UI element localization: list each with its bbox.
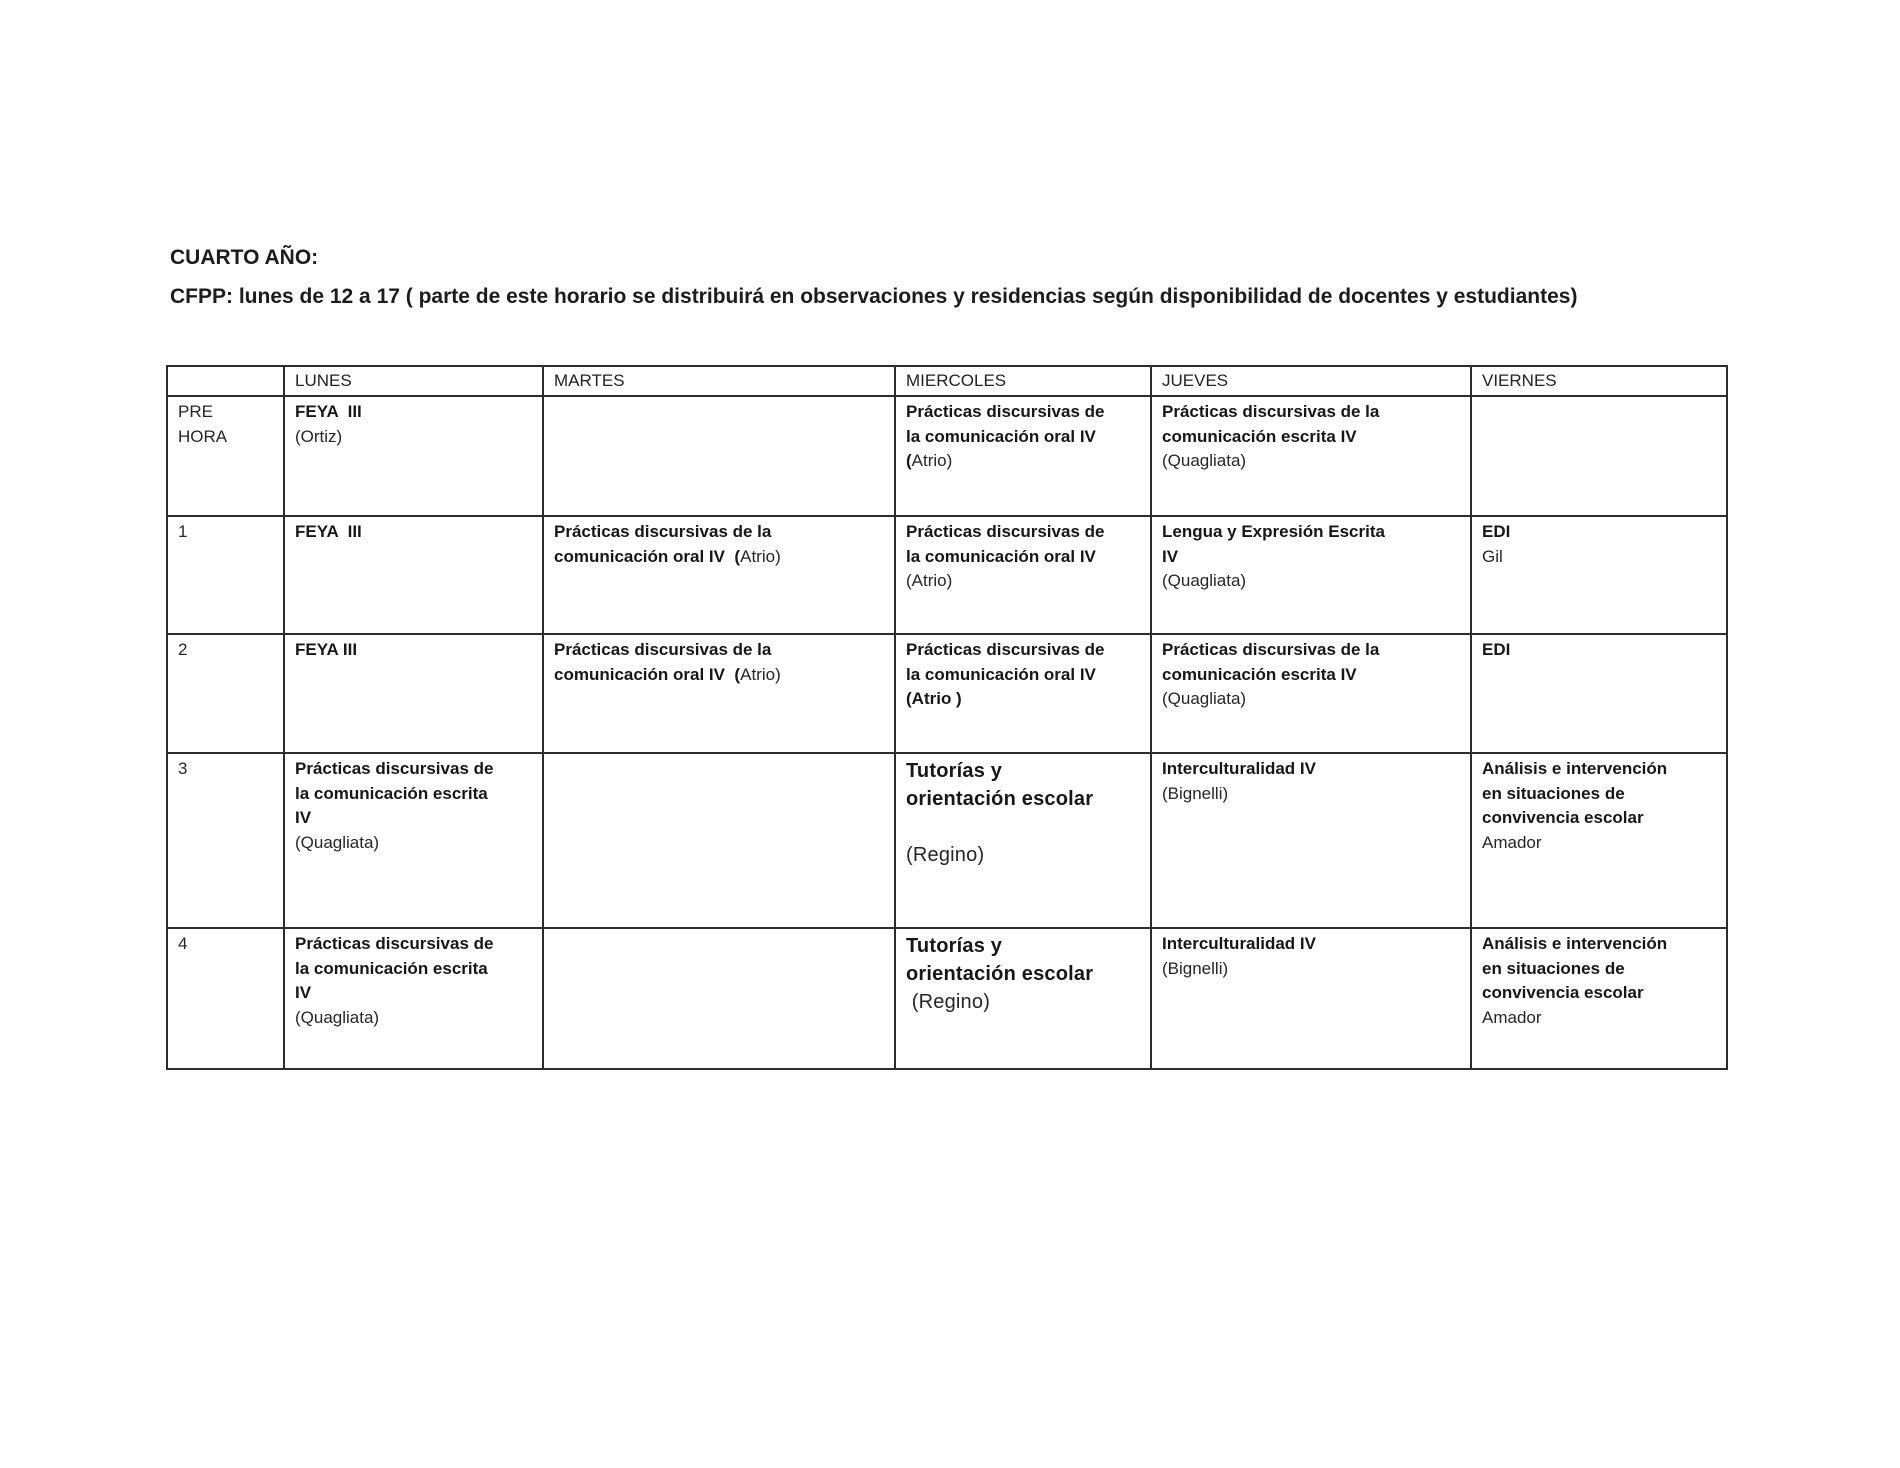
cell-line (906, 687, 1142, 712)
instructor-text: Amador (1482, 832, 1542, 852)
course-name-text: IV (1162, 546, 1179, 566)
schedule-row-2 (167, 634, 1727, 753)
instructor-text: (Quagliata) (295, 1007, 380, 1027)
course-name-text: orientación escolar (906, 788, 1094, 810)
cell-line (295, 757, 534, 782)
cell-line (295, 520, 534, 545)
course-name-text: FEYA III (295, 522, 362, 541)
schedule-cell-martes (543, 928, 895, 1069)
cell-line (1162, 663, 1462, 688)
instructor-text: (Bignelli) (1162, 783, 1229, 803)
cell-line (1162, 757, 1462, 782)
schedule-cell-viernes (1471, 516, 1727, 634)
schedule-cell-martes (543, 516, 895, 634)
course-name-text: EDI (1482, 522, 1511, 541)
schedule-row-pre-hora (167, 396, 1727, 516)
course-name-text: comunicación escrita IV (1162, 426, 1357, 446)
cell-line (906, 638, 1142, 663)
course-name-text: convivencia escolar (1482, 983, 1644, 1002)
cell-line (906, 932, 1142, 960)
cell-line (1482, 932, 1718, 957)
schedule-row-3 (167, 753, 1727, 928)
hour-label (167, 753, 284, 928)
schedule-cell-viernes (1471, 928, 1727, 1069)
cell-line (906, 841, 1142, 869)
schedule-cell-miercoles (895, 634, 1151, 753)
cell-line (1162, 449, 1462, 474)
schedule-cell-jueves (1151, 516, 1471, 634)
hour-line: HORA (178, 426, 228, 446)
column-header-miercoles: MIERCOLES (895, 366, 1151, 396)
hour-line: 3 (178, 759, 188, 778)
schedule-cell-lunes (284, 396, 543, 516)
schedule-cell-martes (543, 753, 895, 928)
schedule-cell-miercoles (895, 396, 1151, 516)
schedule-row-4 (167, 928, 1727, 1069)
instructor-text: (Quagliata) (1162, 689, 1247, 708)
instructor-text: Atrio) (740, 546, 781, 566)
course-name-text: Análisis e intervención (1482, 934, 1668, 953)
course-name-text: Análisis e intervención (1482, 759, 1668, 778)
course-name-text: Prácticas discursivas de la (1162, 402, 1380, 421)
cell-line (295, 425, 534, 450)
cell-line (554, 545, 886, 570)
instructor-text: (Quagliata) (1162, 451, 1247, 470)
hour-line: 4 (178, 934, 188, 953)
cell-line (906, 569, 1142, 594)
page-title: CUARTO AÑO: (170, 246, 319, 269)
cell-line (1482, 981, 1718, 1006)
schedule-cell-jueves (1151, 396, 1471, 516)
cell-line (1482, 806, 1718, 831)
course-name-text: la comunicación escrita (295, 958, 488, 978)
cell-line (906, 449, 1142, 474)
hour-label (167, 928, 284, 1069)
cell-line (1162, 569, 1462, 594)
course-name-text: la comunicación oral IV (906, 426, 1096, 446)
cell-line (1482, 520, 1718, 545)
hour-label (167, 516, 284, 634)
instructor-text (906, 816, 912, 838)
course-name-text: Interculturalidad IV (1162, 934, 1316, 953)
cell-line (906, 960, 1142, 988)
course-name-text: comunicación escrita IV (1162, 664, 1357, 684)
schedule-cell-lunes (284, 928, 543, 1069)
course-name-text: Interculturalidad IV (1162, 759, 1316, 778)
course-name-text: Lengua y Expresión Escrita (1162, 522, 1385, 541)
course-name-text: Prácticas discursivas de (906, 522, 1105, 541)
course-name-text: IV (295, 983, 312, 1002)
schedule-cell-lunes (284, 634, 543, 753)
course-name-text: Prácticas discursivas de (906, 402, 1105, 421)
cell-line (1482, 1006, 1718, 1031)
column-header-martes: MARTES (543, 366, 895, 396)
instructor-text: (Ortiz) (295, 426, 343, 446)
column-header-viernes: VIERNES (1471, 366, 1727, 396)
schedule-cell-jueves (1151, 634, 1471, 753)
instructor-text: Atrio) (911, 451, 953, 470)
column-header-jueves: JUEVES (1151, 366, 1471, 396)
instructor-text: (Atrio) (906, 571, 953, 590)
cell-line (906, 757, 1142, 785)
corner-header (167, 366, 284, 396)
page-subtitle: CFPP: lunes de 12 a 17 ( parte de este horario se distribuirá en observaciones y residencias según disponibilidad de docentes y estudiantes) (170, 285, 1578, 308)
hour-line: 1 (178, 522, 188, 541)
title-block (170, 238, 1730, 316)
course-name-text: Prácticas discursivas de la (554, 522, 772, 541)
cell-line (1162, 932, 1462, 957)
cell-line (295, 932, 534, 957)
cell-line (1482, 957, 1718, 982)
course-name-text: Tutorías y (906, 935, 1003, 957)
cell-line (1162, 957, 1462, 982)
course-name-text: orientación escolar (906, 963, 1094, 985)
cell-line (906, 663, 1142, 688)
cell-line (295, 638, 534, 663)
instructor-text: (Regino) (906, 844, 985, 866)
cell-line (554, 520, 886, 545)
schedule-cell-miercoles (895, 753, 1151, 928)
instructor-text: Gil (1482, 546, 1503, 566)
course-name-text: convivencia escolar (1482, 808, 1644, 827)
instructor-text: (Regino) (906, 991, 991, 1013)
course-name-text: Prácticas discursivas de (295, 759, 494, 778)
schedule-cell-martes (543, 396, 895, 516)
cell-line (906, 520, 1142, 545)
cell-line (1162, 425, 1462, 450)
course-name-text: ( (906, 451, 912, 470)
schedule-cell-viernes (1471, 396, 1727, 516)
course-name-text: FEYA III (295, 402, 362, 421)
course-name-text: EDI (1482, 640, 1511, 659)
course-name-text: (Atrio ) (906, 689, 962, 708)
instructor-text: (Bignelli) (1162, 958, 1229, 978)
instructor-text: Atrio) (740, 664, 781, 684)
cell-line (1162, 638, 1462, 663)
cell-line (1482, 545, 1718, 570)
course-name-text: comunicación oral IV ( (554, 664, 741, 684)
column-header-lunes: LUNES (284, 366, 543, 396)
schedule-table (166, 365, 1728, 1070)
schedule-cell-lunes (284, 516, 543, 634)
cell-line (1162, 687, 1462, 712)
cell-line (906, 545, 1142, 570)
instructor-text: (Quagliata) (295, 832, 380, 852)
course-name-text: Prácticas discursivas de (295, 934, 494, 953)
schedule-cell-miercoles (895, 516, 1151, 634)
cell-line (1482, 782, 1718, 807)
hour-label (167, 396, 284, 516)
course-name-text: Prácticas discursivas de la (554, 640, 772, 659)
course-name-text: en situaciones de (1482, 783, 1625, 803)
schedule-row-1 (167, 516, 1727, 634)
cell-line (295, 957, 534, 982)
cell-line (1162, 400, 1462, 425)
cell-line (554, 663, 886, 688)
cell-line (1162, 520, 1462, 545)
cell-line (295, 981, 534, 1006)
schedule-cell-martes (543, 634, 895, 753)
cell-line (906, 988, 1142, 1016)
cell-line (1482, 638, 1718, 663)
cell-line (906, 813, 1142, 841)
cell-line (1162, 782, 1462, 807)
cell-line (906, 400, 1142, 425)
schedule-cell-jueves (1151, 928, 1471, 1069)
course-name-text: la comunicación oral IV (906, 664, 1096, 684)
course-name-text: en situaciones de (1482, 958, 1625, 978)
course-name-text: la comunicación oral IV (906, 546, 1096, 566)
hour-line: PRE (178, 402, 213, 421)
course-name-text: comunicación oral IV ( (554, 546, 741, 566)
cell-line (295, 806, 534, 831)
schedule-cell-lunes (284, 753, 543, 928)
cell-line (295, 1006, 534, 1031)
instructor-text: Amador (1482, 1007, 1542, 1027)
schedule-cell-jueves (1151, 753, 1471, 928)
cell-line (295, 782, 534, 807)
cell-line (1162, 545, 1462, 570)
course-name-text: la comunicación escrita (295, 783, 488, 803)
cell-line (554, 638, 886, 663)
cell-line (295, 831, 534, 856)
schedule-header-row (167, 366, 1727, 396)
course-name-text: Tutorías y (906, 760, 1003, 782)
course-name-text: Prácticas discursivas de la (1162, 640, 1380, 659)
schedule-cell-miercoles (895, 928, 1151, 1069)
course-name-text: FEYA III (295, 640, 358, 659)
cell-line (906, 785, 1142, 813)
cell-line (295, 400, 534, 425)
instructor-text: (Quagliata) (1162, 571, 1247, 590)
cell-line (1482, 831, 1718, 856)
hour-label (167, 634, 284, 753)
schedule-cell-viernes (1471, 634, 1727, 753)
course-name-text: Prácticas discursivas de (906, 640, 1105, 659)
schedule-cell-viernes (1471, 753, 1727, 928)
cell-line (906, 425, 1142, 450)
cell-line (1482, 757, 1718, 782)
hour-line: 2 (178, 640, 188, 659)
course-name-text: IV (295, 808, 312, 827)
